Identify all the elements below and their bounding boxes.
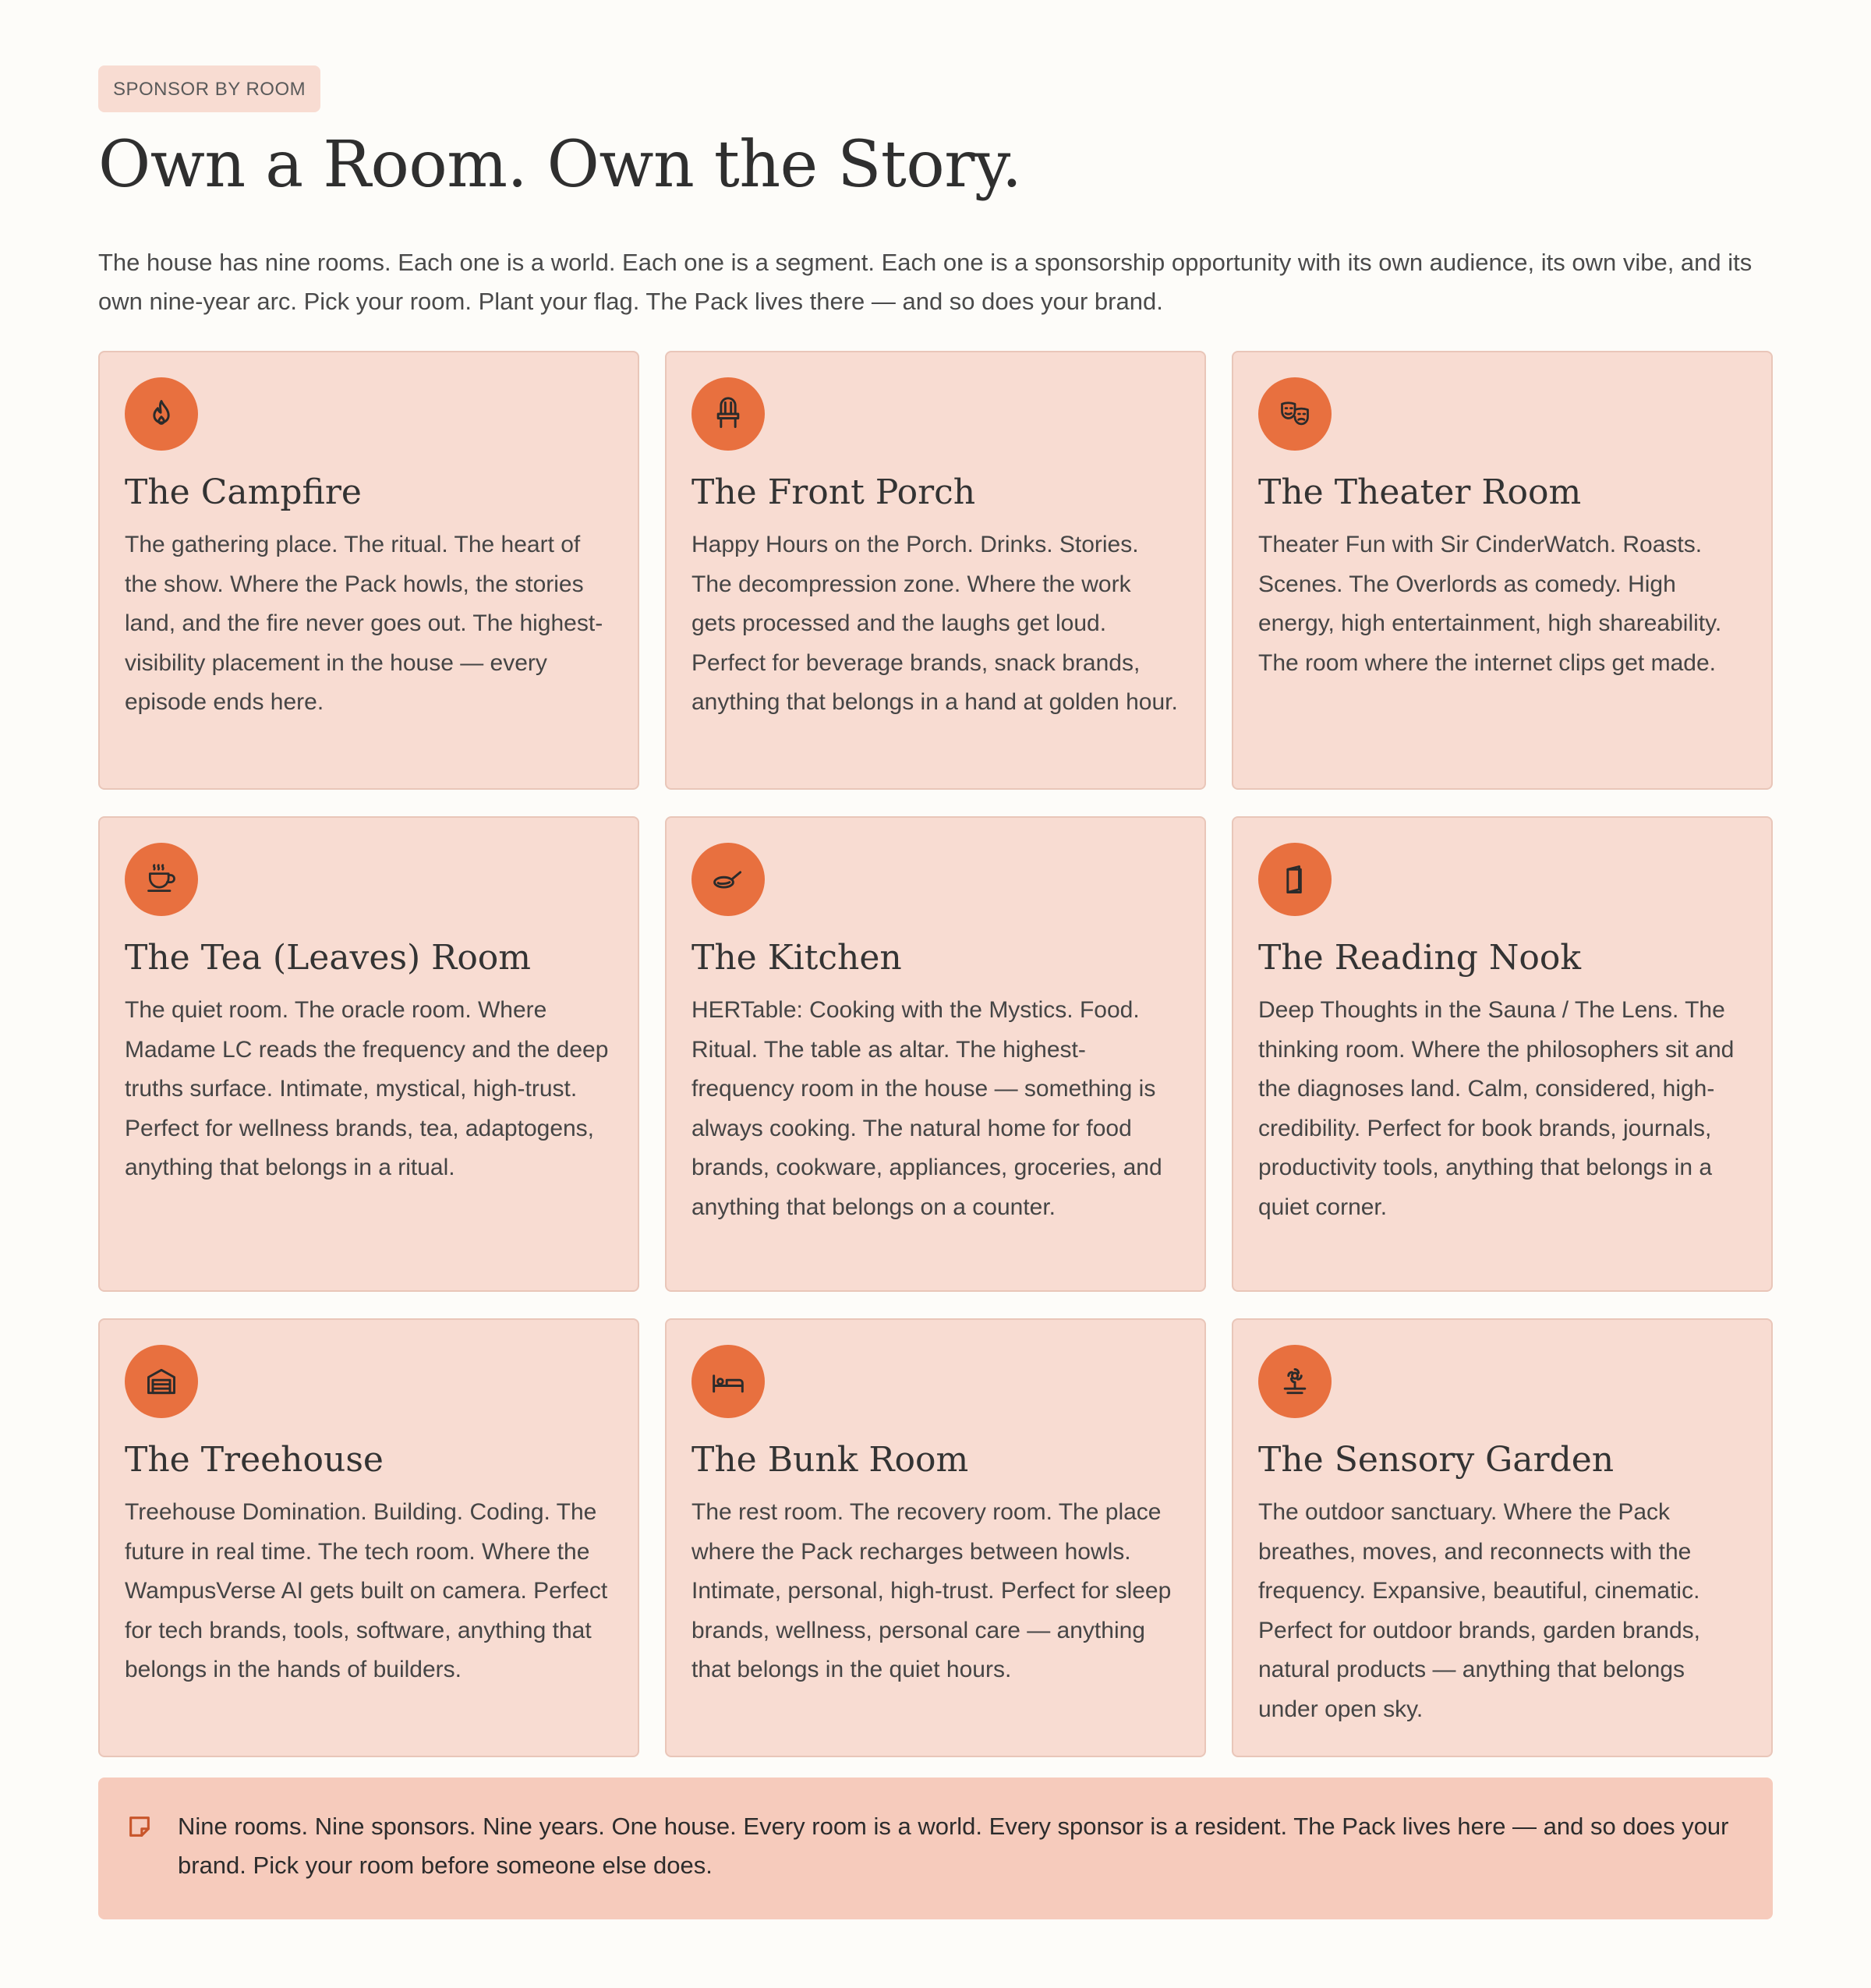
book-icon bbox=[1258, 843, 1332, 916]
room-card-tea-room bbox=[98, 816, 639, 1292]
room-description: The outdoor sanctuary. Where the Pack breathes, moves, and reconnects with the frequency. Expansive, beautiful, cinematic. Perfect for outdoor brands, garden brands, natural products — anything that belongs under open sky. bbox=[1258, 1499, 1701, 1722]
callout-text: Nine rooms. Nine sponsors. Nine years. One house. Every room is a world. Every sponsor is a resident. The Pack lives here — and so does your brand. Pick your room before someone else does. bbox=[178, 1813, 1729, 1879]
room-description: Theater Fun with Sir CinderWatch. Roasts. Scenes. The Overlords as comedy. High energy, high entertainment, high shareability. The room where the internet clips get made. bbox=[1258, 532, 1722, 676]
room-card-bunk-room bbox=[665, 1318, 1206, 1757]
room-title: The Treehouse bbox=[125, 1440, 384, 1480]
garden-flower-icon bbox=[1258, 1345, 1332, 1418]
room-title: The Sensory Garden bbox=[1258, 1440, 1615, 1480]
room-card-theater bbox=[1232, 351, 1773, 790]
tea-cup-icon bbox=[125, 843, 198, 916]
bed-icon bbox=[691, 1345, 765, 1418]
room-title: The Front Porch bbox=[691, 472, 976, 512]
room-card-sensory-garden bbox=[1232, 1318, 1773, 1757]
chair-icon bbox=[691, 377, 765, 451]
room-title: The Theater Room bbox=[1258, 472, 1582, 512]
section-tag: SPONSOR BY ROOM bbox=[98, 65, 320, 112]
sponsor-section bbox=[98, 65, 1773, 1784]
room-description: Treehouse Domination. Building. Coding. The future in real time. The tech room. Where the WampusVerse AI gets built on camera. Perfect for tech brands, tools, software, anything that belongs in the hands of builders. bbox=[125, 1499, 608, 1682]
frying-pan-icon bbox=[691, 843, 765, 916]
sticky-note-icon bbox=[126, 1813, 153, 1840]
room-card-front-porch bbox=[665, 351, 1206, 790]
intro-paragraph: The house has nine rooms. Each one is a world. Each one is a segment. Each one is a sponsorship opportunity with its own audience, its own vibe, and its own nine-year arc. Pick your room. Plant your flag. The Pack lives there — and so does your brand. bbox=[98, 249, 1753, 315]
room-description: The rest room. The recovery room. The place where the Pack recharges between howls. Intimate, personal, high-trust. Perfect for sleep brands, wellness, personal care — anything that belongs in the quiet hours. bbox=[691, 1499, 1172, 1682]
room-description: The gathering place. The ritual. The heart of the show. Where the Pack howls, the stories land, and the fire never goes out. The highest-visibility placement in the house — every episode ends here. bbox=[125, 532, 603, 715]
room-description: The quiet room. The oracle room. Where Madame LC reads the frequency and the deep truths surface. Intimate, mystical, high-trust. Perfect for wellness brands, tea, adaptogens, anything that belongs in a ritual. bbox=[125, 997, 609, 1180]
room-card-treehouse bbox=[98, 1318, 639, 1757]
room-card-campfire bbox=[98, 351, 639, 790]
room-card-reading-nook bbox=[1232, 816, 1773, 1292]
room-title: The Tea (Leaves) Room bbox=[125, 938, 532, 978]
flame-icon bbox=[125, 377, 198, 451]
room-title: The Reading Nook bbox=[1258, 938, 1581, 978]
treehouse-garage-icon bbox=[125, 1345, 198, 1418]
theater-masks-icon bbox=[1258, 377, 1332, 451]
room-description: HERTable: Cooking with the Mystics. Food. Ritual. The table as altar. The highest-frequency room in the house — something is always cooking. The natural home for food brands, cookware, appliances, groceries, and anything that belongs on a counter. bbox=[691, 997, 1162, 1220]
room-title: The Kitchen bbox=[691, 938, 902, 978]
room-title: The Campfire bbox=[125, 472, 362, 512]
room-card-kitchen bbox=[665, 816, 1206, 1292]
room-title: The Bunk Room bbox=[691, 1440, 969, 1480]
room-description: Deep Thoughts in the Sauna / The Lens. The thinking room. Where the philosophers sit and the diagnoses land. Calm, considered, high-credibility. Perfect for book brands, journals, productivity tools, anything that belongs in a quiet corner. bbox=[1258, 997, 1735, 1220]
room-description: Happy Hours on the Porch. Drinks. Stories. The decompression zone. Where the work gets processed and the laughs get loud. Perfect for beverage brands, snack brands, anything that belongs in a hand at golden hour. bbox=[691, 532, 1178, 715]
closing-callout bbox=[98, 1778, 1773, 1919]
room-grid bbox=[98, 351, 1773, 1784]
page-title: Own a Room. Own the Story. bbox=[98, 128, 1022, 202]
